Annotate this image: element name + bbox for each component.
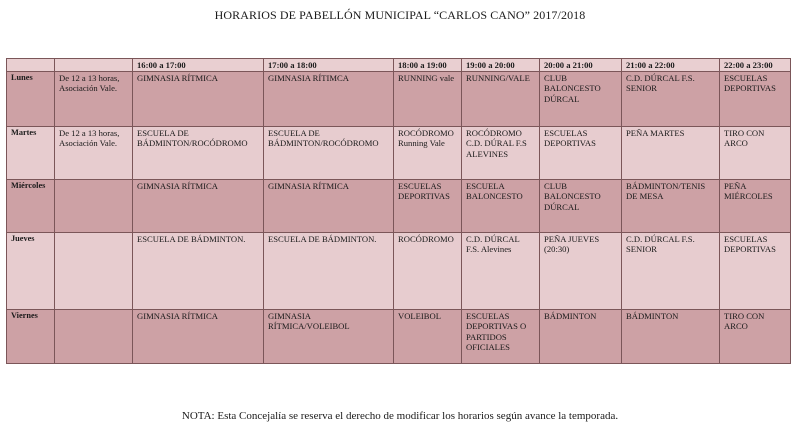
schedule-cell (622, 179, 720, 232)
schedule-cell (133, 309, 264, 363)
schedule-cell (133, 179, 264, 232)
schedule-cell (540, 126, 622, 179)
row-lunes (7, 71, 791, 126)
page-title: HORARIOS DE PABELLÓN MUNICIPAL “CARLOS CANO” 2017/2018 (214, 8, 586, 22)
row-jueves (7, 232, 791, 309)
schedule-cell (622, 71, 720, 126)
schedule-cell (622, 232, 720, 309)
cell-text: ESCUELAS DEPORTIVAS (398, 180, 450, 202)
schedule-cell (55, 309, 133, 363)
schedule-cell (55, 71, 133, 126)
schedule-cell (622, 309, 720, 363)
cell-text: GIMNASIA RÍTMICA (268, 180, 349, 191)
cell-text: ESCUELA DE BÁDMINTON. (268, 233, 377, 244)
schedule-cell (462, 232, 540, 309)
cell-text: TIRO CON ARCO (724, 127, 765, 149)
schedule-cell (55, 232, 133, 309)
cell-text: RUNNING/VALE (466, 72, 530, 83)
schedule-cell (55, 126, 133, 179)
cell-text: RUNNING vale (398, 72, 455, 83)
schedule-cell (462, 71, 540, 126)
schedule-cell (264, 232, 394, 309)
header-cell-21-22: 21:00 a 22:00 (622, 59, 720, 72)
footer-note: NOTA: Esta Concejalía se reserva el derecho de modificar los horarios según avance la temporada. (181, 410, 619, 422)
cell-text: CLUB BALONCESTO DÚRCAL (544, 72, 601, 104)
cell-text: BÁDMINTON/TENIS DE MESA (626, 180, 706, 202)
cell-text: C.D. DÚRCAL F.S. SENIOR (626, 233, 695, 255)
row-viernes (7, 309, 791, 363)
schedule-cell (394, 126, 462, 179)
schedule-cell (394, 179, 462, 232)
cell-text: ESCUELAS DEPORTIVAS (724, 72, 776, 94)
row-martes (7, 126, 791, 179)
schedule-table (6, 58, 791, 364)
cell-text: ROCÓDROMO C.D. DÚRAL F.S ALEVINES (466, 127, 527, 159)
cell-text: BÁDMINTON (544, 310, 597, 321)
schedule-cell (540, 71, 622, 126)
schedule-cell (133, 71, 264, 126)
cell-text: ESCUELA DE BÁDMINTON/ROCÓDROMO (268, 127, 379, 149)
cell-text: C.D. DÚRCAL F.S. SENIOR (626, 72, 695, 94)
schedule-cell (720, 309, 791, 363)
schedule-cell (394, 232, 462, 309)
cell-text: ESCUELAS DEPORTIVAS (724, 233, 776, 255)
cell-text: GIMNASIA RÍTMICA (137, 72, 218, 83)
schedule-cell (133, 126, 264, 179)
cell-text: ESCUELA DE BÁDMINTON/ROCÓDROMO (137, 127, 248, 149)
cell-text: ESCUELAS DEPORTIVAS (544, 127, 596, 149)
cell-text: ESCUELA DE BÁDMINTON. (137, 233, 246, 244)
cell-text: PEÑA MIÉRCOLES (724, 180, 773, 202)
schedule-cell (540, 232, 622, 309)
cell-text: C.D. DÚRCAL F.S. Alevines (466, 233, 520, 255)
cell-text: ESCUELAS DEPORTIVAS O PARTIDOS OFICIALES (466, 310, 527, 353)
day-label: Martes (7, 126, 55, 179)
day-label: Lunes (7, 71, 55, 126)
cell-text: De 12 a 13 horas, Asociación Vale. (59, 72, 120, 94)
schedule-cell (264, 309, 394, 363)
header-cell-20-21: 20:00 a 21:00 (540, 59, 622, 72)
header-row (7, 59, 791, 72)
day-label: Viernes (7, 309, 55, 363)
cell-text: GIMNASIA RÍTMICA (137, 180, 218, 191)
cell-text: CLUB BALONCESTO DÚRCAL (544, 180, 601, 212)
schedule-cell (540, 179, 622, 232)
schedule-cell (133, 232, 264, 309)
cell-text: BÁDMINTON (626, 310, 679, 321)
cell-text: TIRO CON ARCO (724, 310, 765, 332)
header-cell-17-18: 17:00 a 18:00 (264, 59, 394, 72)
schedule-cell (264, 71, 394, 126)
header-cell-16-17: 16:00 a 17:00 (133, 59, 264, 72)
schedule-cell (462, 126, 540, 179)
schedule-cell (720, 71, 791, 126)
cell-text: ESCUELA BALONCESTO (466, 180, 523, 202)
schedule-cell (462, 309, 540, 363)
day-label: Jueves (7, 232, 55, 309)
cell-text: VOLEIBOL (398, 310, 441, 321)
row-miercoles (7, 179, 791, 232)
cell-text: GIMNASIA RÍTMICA/VOLEIBOL (268, 310, 350, 332)
cell-text: ROCÓDROMO (398, 233, 454, 244)
cell-text: GIMNASIA RÍTIMCA (268, 72, 349, 83)
schedule-cell (540, 309, 622, 363)
schedule-cell (264, 179, 394, 232)
cell-text: De 12 a 13 horas, Asociación Vale. (59, 127, 120, 149)
header-cell-18-19: 18:00 a 19:00 (394, 59, 462, 72)
cell-text: PEÑA MARTES (626, 127, 685, 138)
schedule-cell (394, 71, 462, 126)
schedule-cell (720, 232, 791, 309)
schedule-cell (622, 126, 720, 179)
day-label: Miércoles (7, 179, 55, 232)
cell-text: PEÑA JUEVES (20:30) (544, 233, 600, 255)
header-cell-19-20: 19:00 a 20:00 (462, 59, 540, 72)
header-cell-22-23: 22:00 a 23:00 (720, 59, 791, 72)
cell-text: GIMNASIA RÍTMICA (137, 310, 218, 321)
cell-text: ROCÓDROMO Running Vale (398, 127, 454, 149)
schedule-cell (720, 179, 791, 232)
schedule-cell (720, 126, 791, 179)
schedule-cell (55, 179, 133, 232)
schedule-cell (394, 309, 462, 363)
header-cell-morning (55, 59, 133, 72)
schedule-cell (462, 179, 540, 232)
header-cell-day (7, 59, 55, 72)
schedule-cell (264, 126, 394, 179)
